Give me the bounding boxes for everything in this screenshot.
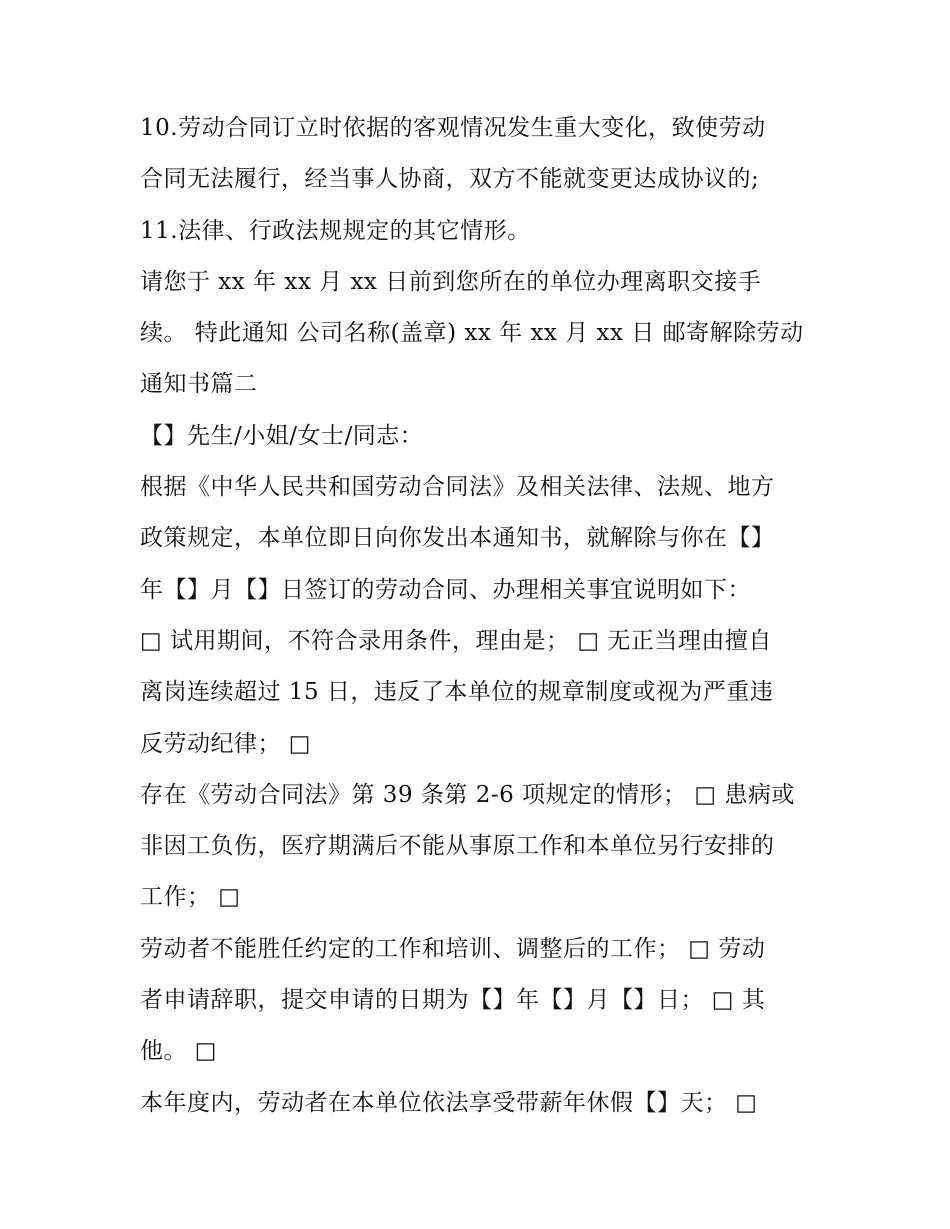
text-line: 工作； □ — [140, 884, 241, 911]
text-line: 请您于 xx 年 xx 月 xx 日前到您所在的单位办理离职交接手 — [140, 268, 762, 295]
text-line: 10.劳动合同订立时依据的客观情况发生重大变化，致使劳动 — [140, 115, 766, 141]
text-line: 政策规定，本单位即日向你发出本通知书，就解除与你在【】 — [140, 525, 775, 552]
text-line: 11.法律、行政法规规定的其它情形。 — [140, 217, 531, 244]
text-line: 本年度内，劳动者在本单位依法享受带薪年休假【】天； □ — [140, 1089, 758, 1116]
text-line: 者申请辞职，提交申请的日期为【】年【】月【】日； □ 其 — [140, 987, 766, 1014]
text-line: 存在《劳动合同法》第 39 条第 2-6 项规定的情形； □ 患病或 — [140, 781, 795, 808]
text-line: 续。 特此通知 公司名称(盖章) xx 年 xx 月 xx 日 邮寄解除劳动 — [140, 320, 804, 347]
text-line: 劳动者不能胜任约定的工作和培训、调整后的工作； □ 劳动 — [140, 935, 766, 962]
document-body — [140, 103, 820, 1129]
text-line: 离岗连续超过 15 日，违反了本单位的规章制度或视为严重违 — [140, 679, 774, 706]
text-line: 合同无法履行，经当事人协商，双方不能就变更达成协议的; — [140, 166, 760, 193]
text-line: 反劳动纪律； □ — [140, 730, 312, 757]
text-line: 根据《中华人民共和国劳动合同法》及相关法律、法规、地方 — [140, 474, 775, 501]
text-line: 年【】月【】日签订的劳动合同、办理相关事宜说明如下： — [140, 576, 751, 603]
text-line: 【】先生/小姐/女士/同志： — [140, 422, 424, 449]
text-line: 他。 □ — [140, 1038, 218, 1065]
text-line: □ 试用期间，不符合录用条件，理由是； □ 无正当理由擅自 — [140, 627, 772, 654]
text-line: 非因工负伤，医疗期满后不能从事原工作和本单位另行安排的 — [140, 833, 775, 860]
text-line: 通知书篇二 — [140, 371, 258, 398]
